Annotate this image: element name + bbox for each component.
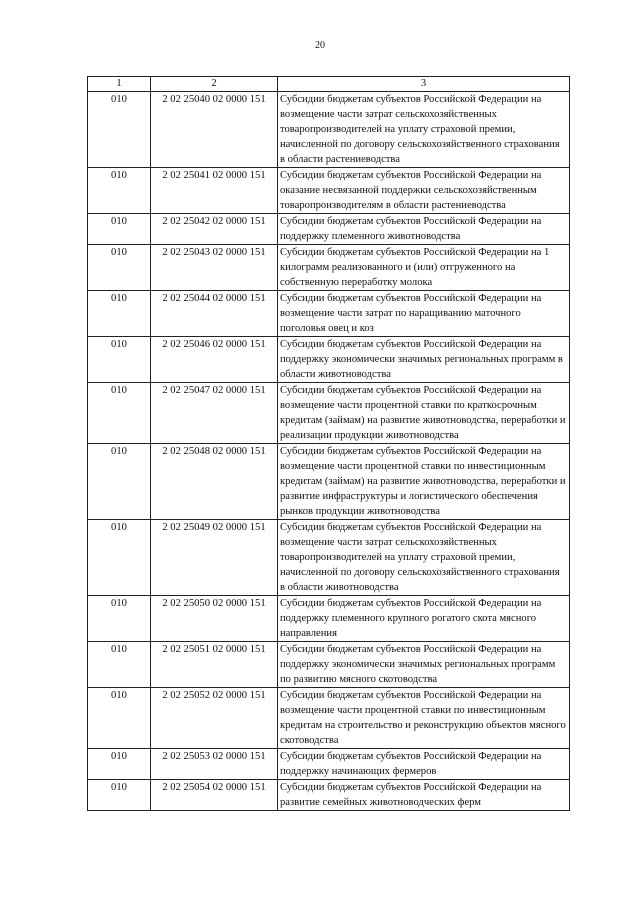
budget-code-cell: 2 02 25043 02 0000 151	[151, 245, 278, 291]
table-row	[88, 291, 570, 337]
budget-code-cell: 2 02 25048 02 0000 151	[151, 444, 278, 520]
table-row	[88, 337, 570, 383]
table-row	[88, 214, 570, 245]
description-cell: Субсидии бюджетам субъектов Российской Федерации на поддержку экономически значимых региональных программ в области животноводства	[278, 337, 570, 383]
table-row	[88, 92, 570, 168]
column-header-3: 3	[278, 77, 570, 92]
description-cell: Субсидии бюджетам субъектов Российской Федерации на возмещение части затрат сельскохозяйственных товаропроизводителей на уплату страховой премии, начисленной по договору сельскохозяйственного страхования в области растениеводства	[278, 92, 570, 168]
admin-code-cell: 010	[88, 642, 151, 688]
table-row	[88, 383, 570, 444]
description-cell: Субсидии бюджетам субъектов Российской Федерации на оказание несвязанной поддержки сельскохозяйственным товаропроизводителям в области растениеводства	[278, 168, 570, 214]
description-cell: Субсидии бюджетам субъектов Российской Федерации на поддержку племенного крупного рогатого скота мясного направления	[278, 596, 570, 642]
admin-code-cell: 010	[88, 520, 151, 596]
table-row	[88, 245, 570, 291]
description-cell: Субсидии бюджетам субъектов Российской Федерации на возмещение части процентной ставки по инвестиционным кредитам на строительство и реконструкцию объектов мясного скотоводства	[278, 688, 570, 749]
admin-code-cell: 010	[88, 214, 151, 245]
column-header-1: 1	[88, 77, 151, 92]
budget-code-cell: 2 02 25050 02 0000 151	[151, 596, 278, 642]
description-cell: Субсидии бюджетам субъектов Российской Федерации на возмещение части затрат сельскохозяйственных товаропроизводителей на уплату страховой премии, начисленной по договору сельскохозяйственного страхования в области животноводства	[278, 520, 570, 596]
admin-code-cell: 010	[88, 291, 151, 337]
table-row	[88, 749, 570, 780]
table-row	[88, 642, 570, 688]
column-header-2: 2	[151, 77, 278, 92]
description-cell: Субсидии бюджетам субъектов Российской Федерации на поддержку племенного животноводства	[278, 214, 570, 245]
admin-code-cell: 010	[88, 383, 151, 444]
description-cell: Субсидии бюджетам субъектов Российской Федерации на развитие семейных животноводческих ферм	[278, 780, 570, 811]
budget-code-cell: 2 02 25044 02 0000 151	[151, 291, 278, 337]
budget-code-cell: 2 02 25042 02 0000 151	[151, 214, 278, 245]
budget-code-cell: 2 02 25041 02 0000 151	[151, 168, 278, 214]
budget-code-cell: 2 02 25040 02 0000 151	[151, 92, 278, 168]
admin-code-cell: 010	[88, 780, 151, 811]
budget-code-cell: 2 02 25046 02 0000 151	[151, 337, 278, 383]
table-row	[88, 444, 570, 520]
budget-codes-table	[87, 76, 570, 811]
table-row	[88, 520, 570, 596]
admin-code-cell: 010	[88, 92, 151, 168]
description-cell: Субсидии бюджетам субъектов Российской Федерации на возмещение части процентной ставки по инвестиционным кредитам (займам) на развитие животноводства, переработки и развитие инфраструктуры и логистического обеспечения рынков продукции животноводства	[278, 444, 570, 520]
table-row	[88, 688, 570, 749]
table-row	[88, 596, 570, 642]
description-cell: Субсидии бюджетам субъектов Российской Федерации на поддержку экономически значимых региональных программ по развитию мясного скотоводства	[278, 642, 570, 688]
budget-code-cell: 2 02 25047 02 0000 151	[151, 383, 278, 444]
table-row	[88, 168, 570, 214]
description-cell: Субсидии бюджетам субъектов Российской Федерации на возмещение части процентной ставки по краткосрочным кредитам (займам) на развитие животноводства, переработки и реализации продукции животноводства	[278, 383, 570, 444]
table-header-row	[88, 77, 570, 92]
admin-code-cell: 010	[88, 749, 151, 780]
table-row	[88, 780, 570, 811]
admin-code-cell: 010	[88, 337, 151, 383]
admin-code-cell: 010	[88, 444, 151, 520]
admin-code-cell: 010	[88, 596, 151, 642]
page-number: 20	[315, 40, 325, 51]
description-cell: Субсидии бюджетам субъектов Российской Федерации на поддержку начинающих фермеров	[278, 749, 570, 780]
budget-code-cell: 2 02 25053 02 0000 151	[151, 749, 278, 780]
budget-code-cell: 2 02 25051 02 0000 151	[151, 642, 278, 688]
admin-code-cell: 010	[88, 168, 151, 214]
budget-code-cell: 2 02 25054 02 0000 151	[151, 780, 278, 811]
admin-code-cell: 010	[88, 245, 151, 291]
description-cell: Субсидии бюджетам субъектов Российской Федерации на 1 килограмм реализованного и (или) отгруженного на собственную переработку молока	[278, 245, 570, 291]
budget-code-cell: 2 02 25052 02 0000 151	[151, 688, 278, 749]
budget-code-cell: 2 02 25049 02 0000 151	[151, 520, 278, 596]
description-cell: Субсидии бюджетам субъектов Российской Федерации на возмещение части затрат по наращиванию маточного поголовья овец и коз	[278, 291, 570, 337]
admin-code-cell: 010	[88, 688, 151, 749]
